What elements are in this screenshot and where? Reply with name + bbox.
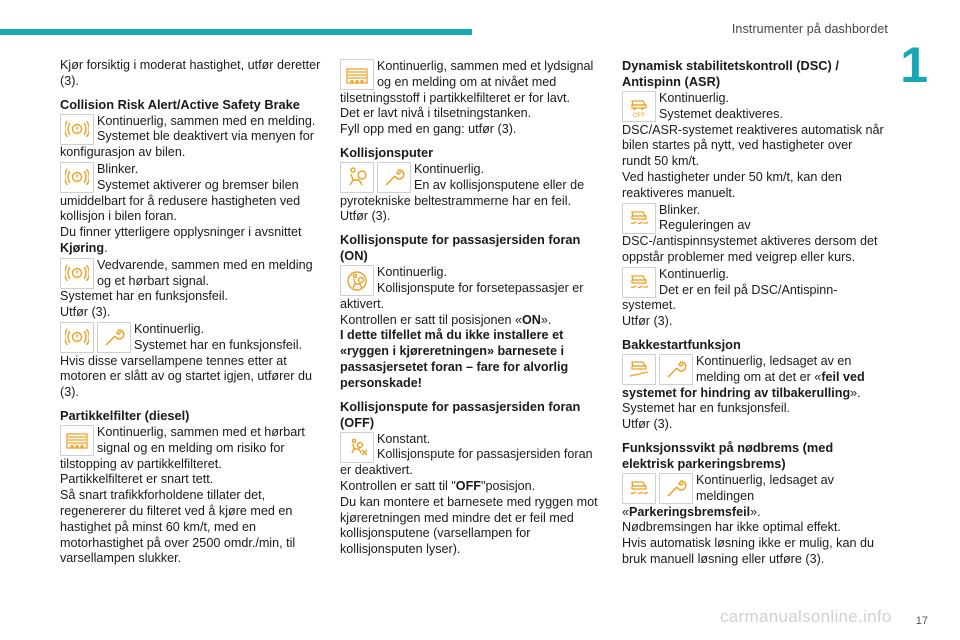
section-title-emergency-brake: Funksjonssvikt på nødbrems (med elektrisk parkeringsbrems) bbox=[622, 439, 834, 471]
particle-filter-icon bbox=[60, 425, 94, 456]
service-wrench-icon bbox=[659, 473, 693, 504]
column-3 bbox=[622, 58, 884, 568]
entry-particle-filter: Kontinuerlig, sammen med et hørbart signal og en melding om risiko for tilstopping av partikkelfilteret. Partikkelfilteret er snart tett. Så snart trafikkforholdene tillater det, regenererer du filteret ved å kjøre med en hastighet på minst 60 km/t, med en motorhastighet på over 2500 omdr./min, til varsellampen slukker. bbox=[60, 424, 305, 566]
entry-dsc-off: OFF Kontinuerlig. Systemet deaktiveres. DSC/ASR-systemet reaktiveres automatisk når bilen startes på nytt, ved hastigheter over rundt 50 km/t. Ved hastigheter under 50 km/t, kan den reaktiveres manuelt. bbox=[622, 91, 884, 200]
dsc-off-icon bbox=[622, 91, 656, 122]
watermark: carmanualsonline.info bbox=[720, 607, 892, 626]
hill-start-icon bbox=[622, 354, 656, 385]
dsc-icon bbox=[622, 267, 656, 298]
section-title-collision-alert: Collision Risk Alert/Active Safety Brake bbox=[60, 96, 300, 112]
collision-alert-icon bbox=[60, 114, 94, 145]
entry-collision-continuous: Kontinuerlig, sammen med en melding. Systemet ble deaktivert via menyen for konfigurasjon av bilen. bbox=[60, 113, 316, 160]
section-title-dsc-asr: Dynamisk stabilitetskontroll (DSC) / Antispinn (ASR) bbox=[622, 58, 839, 89]
collision-alert-icon bbox=[60, 162, 94, 193]
entry-collision-service: Kontinuerlig. Systemet har en funksjonsfeil. Hvis disse varsellampene tennes etter at motoren er slått av og startet igjen, utfører du (3). bbox=[60, 321, 312, 400]
entry-passenger-airbag-off: Konstant. Kollisjonspute for passasjersiden foran er deaktivert. Kontrollen er satt til "OFF"posisjon. Du kan montere et barnesete med ryggen mot kjøreretningen med mindre det er feil med kollisjonsputene (varsellampen for kollisjonsputen lyser). bbox=[340, 431, 598, 557]
airbag-warning-icon bbox=[340, 162, 374, 193]
service-wrench-icon bbox=[377, 162, 411, 193]
entry-additive-level: Kontinuerlig, sammen med et lydsignal og en melding om at nivået med tilsetningsstoff i partikkelfilteret er for lavt. Det er lavt nivå i tilsetningstanken. Fyll opp med en gang: utfør (3). bbox=[340, 59, 594, 137]
header-accent-bar bbox=[0, 29, 472, 35]
dsc-icon bbox=[622, 473, 656, 504]
section-title-particle-filter: Partikkelfilter (diesel) bbox=[60, 407, 190, 423]
section-title-hill-start: Bakkestartfunksjon bbox=[622, 336, 741, 352]
chapter-number: 1 bbox=[900, 37, 928, 93]
entry-collision-blinking: Blinker. Systemet aktiverer og bremser bilen umiddelbart for å redusere hastigheten ved kollisjon i bilen foran. Du finner ytterligere opplysninger i avsnittet Kjøring. bbox=[60, 161, 302, 255]
section-title-passenger-airbag-on: Kollisjonspute for passasjersiden foran (ON) bbox=[340, 232, 581, 264]
entry-airbags: Kontinuerlig. En av kollisjonsputene eller de pyrotekniske beltestrammerne har en feil. Utfør (3). bbox=[340, 161, 585, 224]
section-title-airbags: Kollisjonsputer bbox=[340, 144, 434, 160]
section-title-passenger-airbag-off: Kollisjonspute for passasjersiden foran (OFF) bbox=[340, 398, 581, 430]
dsc-icon bbox=[622, 203, 656, 234]
particle-filter-icon bbox=[340, 59, 374, 90]
column-2 bbox=[340, 58, 602, 558]
passenger-airbag-on-icon bbox=[340, 265, 374, 296]
passenger-airbag-off-icon bbox=[340, 432, 374, 463]
entry-passenger-airbag-on: Kontinuerlig. Kollisjonspute for forsetepassasjer er aktivert. Kontrollen er satt til posisjonen «ON». I dette tilfellet må du ikke installere et «ryggen i kjøreretningen» barnesete i passasjersetet foran – fare for alvorlig personskade! bbox=[340, 265, 584, 390]
service-wrench-icon bbox=[659, 354, 693, 385]
page-header-title: Instrumenter på dashbordet bbox=[731, 22, 888, 36]
collision-alert-icon bbox=[60, 258, 94, 289]
entry-dsc-fault: Kontinuerlig. Det er en feil på DSC/Antispinn-systemet. Utfør (3). bbox=[622, 266, 838, 329]
column-1 bbox=[60, 58, 322, 567]
service-wrench-icon bbox=[97, 322, 131, 353]
entry-emergency-brake: Kontinuerlig, ledsaget av meldingen «Parkeringsbremsfeil». Nødbremsingen har ikke optimal effekt. Hvis automatisk løsning ikke er mulig, kan du bruk manuell løsning eller utføre (3). bbox=[622, 472, 874, 566]
entry-hill-start: Kontinuerlig, ledsaget av en melding om at det er «feil ved systemet for hindring av tilbakerulling». Systemet har en funksjonsfeil. Utfør (3). bbox=[622, 353, 865, 432]
page-number: 17 bbox=[915, 615, 928, 628]
entry-collision-sustained: Vedvarende, sammen med en melding og et hørbart signal. Systemet har en funksjonsfeil. Utfør (3). bbox=[60, 257, 313, 320]
collision-alert-icon bbox=[60, 322, 94, 353]
intro-text: Kjør forsiktig i moderat hastighet, utfør deretter (3). bbox=[60, 58, 321, 88]
entry-dsc-blinking: Blinker. Reguleringen av DSC-/antispinnsystemet aktiveres dersom det oppstår problemer med veigrep eller kurs. bbox=[622, 202, 878, 264]
dsc-off-label: OFF bbox=[633, 112, 645, 118]
